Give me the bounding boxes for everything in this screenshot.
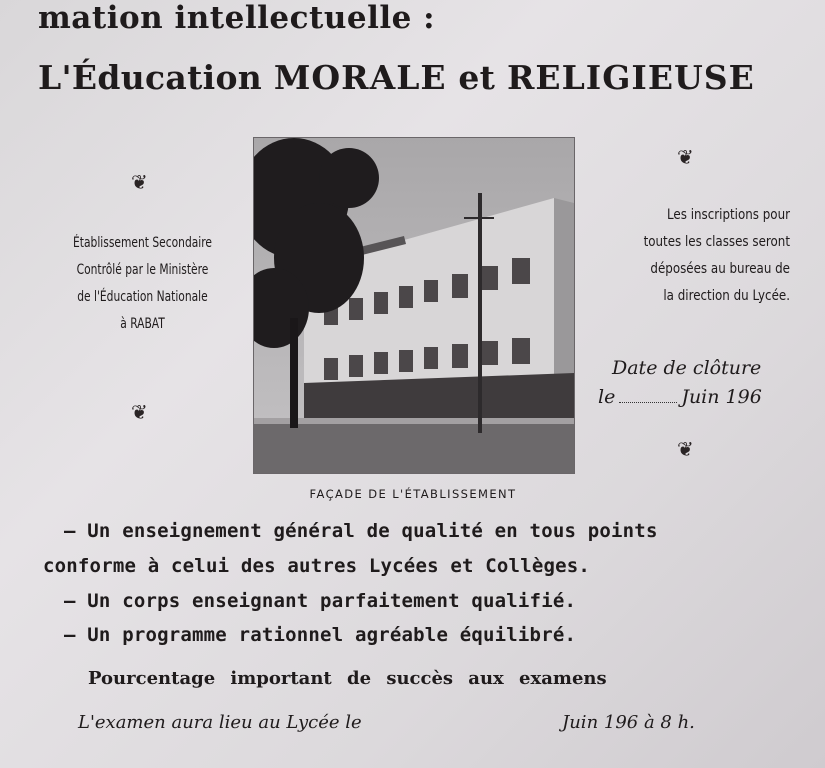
heading-morale: MORALE: [273, 58, 447, 97]
heading-et: et: [458, 58, 496, 97]
closing-date-value: Juin 196: [681, 386, 762, 408]
flower-ornament-icon: ❦: [131, 400, 148, 424]
registration-line: Les inscriptions pour: [666, 207, 790, 223]
heading-religieuse: RELIGIEUSE: [507, 58, 755, 97]
school-info-block: [58, 230, 226, 338]
school-info-line: de l'Éducation Nationale: [77, 289, 208, 305]
feature-line: — Un enseignement général de qualité en tous points: [64, 520, 658, 542]
school-facade-photo: [253, 137, 575, 474]
feature-line: conforme à celui des autres Lycées et Collèges.: [43, 555, 591, 577]
success-statement: Pourcentage important de succès aux examens: [88, 668, 607, 689]
school-info-line: Contrôlé par le Ministère: [76, 262, 209, 278]
exam-info-left: L'examen aura lieu au Lycée le: [78, 712, 362, 733]
registration-line: la direction du Lycée.: [663, 288, 790, 304]
feature-line: — Un corps enseignant parfaitement qualifié.: [64, 590, 577, 612]
flower-ornament-icon: ❦: [131, 170, 148, 194]
exam-info-right: Juin 196 à 8 h.: [562, 712, 695, 733]
heading-line-2: [38, 58, 755, 97]
date-blank: [619, 402, 677, 403]
heading-line-1: mation intellectuelle :: [38, 0, 436, 36]
registration-info-block: [622, 202, 790, 310]
school-info-line: Établissement Secondaire: [73, 235, 212, 251]
school-info-line: à RABAT: [120, 316, 165, 332]
photo-caption: FAÇADE DE L'ÉTABLISSEMENT: [309, 487, 517, 501]
registration-line: toutes les classes seront: [643, 234, 790, 250]
facade-illustration: [254, 138, 574, 473]
closing-date-line: [598, 386, 762, 408]
feature-line: — Un programme rationnel agréable équilibré.: [64, 624, 577, 646]
closing-date-le: le: [598, 386, 616, 408]
heading-prefix: L'Éducation: [38, 58, 263, 97]
registration-line: déposées au bureau de: [650, 261, 790, 277]
flower-ornament-icon: ❦: [677, 145, 694, 169]
closing-date-label: Date de clôture: [612, 357, 762, 379]
flower-ornament-icon: ❦: [677, 437, 694, 461]
